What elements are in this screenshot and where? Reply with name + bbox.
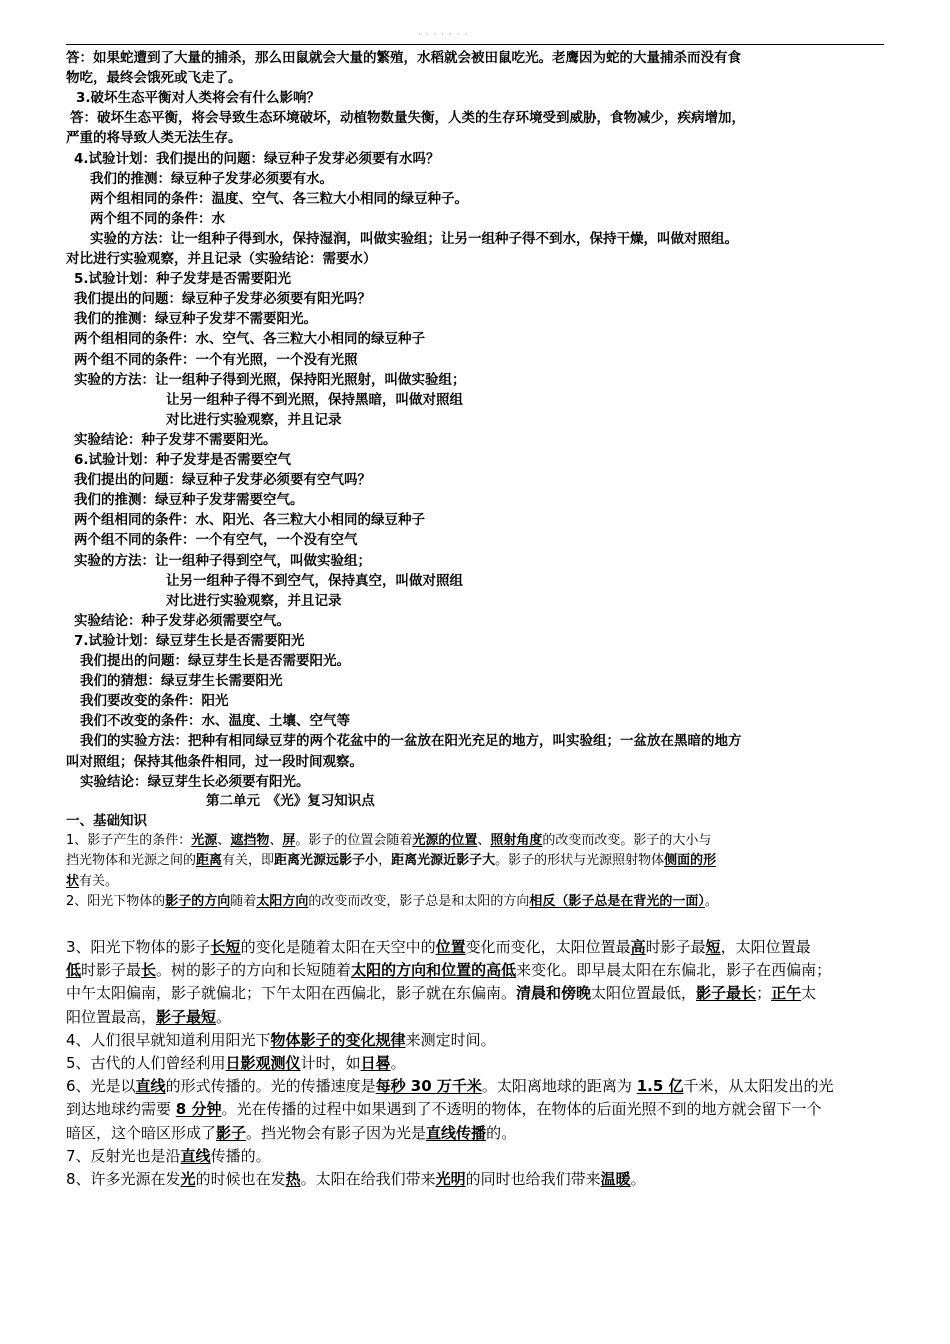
text-line: 实验的方法：让一组种子得到空气，叫做实验组； — [74, 552, 371, 569]
text-segment: 。太阳离地球的距离为 — [481, 1077, 637, 1096]
text-line: 我们提出的问题：绿豆种子发芽必须要有空气吗？ — [74, 472, 371, 489]
text-line: 我们的推测：绿豆种子发芽需要空气。 — [74, 492, 304, 509]
text-segment: 随着 — [230, 893, 257, 909]
text-segment: 的改变而改变，影子总是和太阳的方向 — [308, 893, 530, 909]
text-segment: 距离光源远影子小 — [274, 853, 379, 869]
key-term: 太阳方向 — [256, 893, 309, 909]
key-term: 日晷 — [360, 1054, 391, 1072]
text-segment: 计时，如 — [300, 1054, 361, 1072]
text-segment: 阳位置最高， — [66, 1007, 157, 1026]
text-segment: 。影子的形状与光源照射物体 — [495, 853, 665, 869]
text-segment: 时影子最 — [81, 961, 142, 980]
key-term: 距离 — [196, 853, 223, 869]
text-segment: 千米，从太阳发出的光 — [683, 1077, 834, 1096]
text-line: 两个组相同的条件：温度、空气、各三粒大小相同的绿豆种子。 — [90, 190, 468, 207]
text-segment: 。 — [216, 1007, 232, 1026]
text-segment: 8、许多光源在发 — [66, 1170, 181, 1188]
text-segment: 、 — [269, 833, 283, 848]
key-term: 光明 — [435, 1170, 466, 1188]
key-term: 长短 — [210, 938, 241, 956]
text-line: 实验结论：种子发芽必须需要空气。 — [74, 612, 290, 629]
key-term: 照射角度 — [490, 833, 543, 848]
text-line: 对比进行实验观察，并且记录（实验结论：需要水） — [66, 251, 377, 267]
text-segment: 4、人们很早就知道利用阳光下 — [66, 1030, 271, 1049]
knowledge-line — [66, 851, 716, 871]
text-line: 两个组相同的条件：水、空气、各三粒大小相同的绿豆种子 — [74, 331, 425, 348]
text-segment: 距离光源近影子大 — [391, 853, 496, 869]
key-term: 1.5 亿 — [636, 1077, 684, 1096]
knowledge-line — [66, 1145, 271, 1167]
text-line: 4.试验计划：我们提出的问题：绿豆种子发芽必须要有水吗？ — [74, 150, 440, 167]
text-segment: 中午太阳偏南，影子就偏北；下午太阳在西偏北，影子就在东偏南。 — [66, 984, 517, 1003]
key-term: 状 — [66, 873, 80, 889]
key-term: 影子 — [216, 1123, 247, 1142]
text-segment: 传播的。 — [210, 1146, 271, 1165]
text-line: 让另一组种子得不到光照，保持黑暗，叫做对照组 — [166, 391, 463, 408]
text-segment: ，太阳位置最 — [720, 938, 811, 956]
key-term: 影子的方向 — [165, 893, 231, 909]
key-term: 热 — [285, 1170, 301, 1188]
key-term: 高 — [630, 938, 646, 956]
text-segment: 有关，即 — [222, 853, 275, 869]
text-line: 实验结论：种子发芽不需要阳光。 — [74, 431, 277, 448]
text-segment: 。 — [630, 1170, 646, 1188]
page-header-mark: · · · · · · · — [418, 30, 469, 40]
key-term: 影子最短 — [156, 1007, 217, 1026]
key-term: 侧面的形 — [664, 853, 717, 869]
text-segment: 挡光物体和光源之间的 — [66, 853, 197, 869]
key-term: 8 分钟 — [175, 1100, 222, 1119]
text-line: 答：如果蛇遭到了大量的捕杀，那么田鼠就会大量的繁殖，水稻就会被田鼠吃光。老鹰因为蛇的大量捕杀而没有食 — [66, 50, 741, 66]
text-segment: 来测定时间。 — [405, 1030, 496, 1049]
text-line: 物吃，最终会饿死或飞走了。 — [66, 70, 242, 87]
text-segment: 的改变而改变。影子的大小与 — [542, 833, 712, 848]
text-line: 我们提出的问题：绿豆种子发芽必须要有阳光吗？ — [74, 291, 371, 308]
knowledge-line — [66, 982, 816, 1004]
text-line: 我们要改变的条件：阳光 — [80, 693, 229, 710]
text-line: 我们的推测：绿豆种子发芽不需要阳光。 — [74, 311, 317, 328]
text-segment: 到达地球约需要 — [66, 1100, 176, 1119]
key-term: 长 — [141, 961, 157, 980]
text-segment: 、 — [217, 833, 231, 848]
key-term: 正午 — [771, 984, 802, 1003]
knowledge-line — [66, 936, 811, 958]
text-segment: 2、阳光下物体的 — [66, 893, 166, 909]
knowledge-line — [66, 1168, 646, 1190]
text-line: 实验的方法：让一组种子得到光照，保持阳光照射，叫做实验组； — [74, 371, 466, 388]
text-line: 6.试验计划：种子发芽是否需要空气 — [74, 452, 292, 468]
text-segment: 。光在传播的过程中如果遇到了不透明的物体，在物体的后面光照不到的地方就会留下一个 — [221, 1100, 822, 1119]
knowledge-line — [66, 959, 831, 981]
text-segment: 1、影子产生的条件： — [66, 833, 192, 848]
text-segment: 来变化。即早晨太阳在东偏北，影子在西偏南； — [516, 961, 832, 980]
text-segment: 6、光是以 — [66, 1077, 136, 1096]
text-line: 我们的推测：绿豆种子发芽必须要有水。 — [90, 170, 333, 187]
text-line: 对比进行实验观察，并且记录 — [166, 411, 342, 428]
text-segment: 太阳位置最低， — [591, 984, 697, 1003]
text-segment: 太 — [801, 984, 817, 1003]
key-term: 相反（影子总是在背光的一面） — [529, 893, 705, 909]
text-line: 实验的方法：让一组种子得到水，保持湿润，叫做实验组；让另一组种子得不到水，保持干燥，叫做对照组。 — [90, 230, 738, 247]
text-line: 答：破坏生态平衡，将会导致生态环境破坏，动植物数量失衡，人类的生存环境受到威胁，食物减少，疾病增加， — [70, 110, 745, 127]
header-rule — [66, 44, 884, 45]
key-term: 光源 — [191, 833, 218, 848]
knowledge-line — [66, 1029, 496, 1051]
text-line: 7.试验计划：绿豆芽生长是否需要阳光 — [74, 632, 305, 649]
text-segment: 的同时也给我们带来 — [465, 1170, 601, 1188]
text-line: 实验结论：绿豆芽生长必须要有阳光。 — [80, 773, 310, 790]
knowledge-line — [66, 1006, 231, 1028]
knowledge-line — [66, 1052, 406, 1074]
key-term: 日影观测仪 — [225, 1054, 301, 1072]
knowledge-line — [66, 1075, 834, 1097]
text-segment: 的。 — [486, 1123, 517, 1142]
key-term: 温暖 — [600, 1170, 631, 1188]
text-segment: ， — [378, 853, 392, 869]
key-term: 影子最长 — [696, 984, 757, 1003]
text-line: 严重的将导致人类无法生存。 — [66, 130, 242, 147]
text-line: 我们提出的问题：绿豆芽生长是否需要阳光。 — [80, 653, 350, 669]
unit-title: 第二单元 《光》复习知识点 — [206, 793, 375, 809]
text-segment: 、 — [477, 833, 491, 848]
knowledge-line — [66, 892, 718, 912]
text-line: 我们的实验方法：把种有相同绿豆芽的两个花盆中的一盆放在阳光充足的地方，叫实验组；一盆放在黑暗的地方 — [80, 733, 742, 750]
key-term: 光源的位置 — [412, 833, 478, 848]
key-term: 屏 — [282, 833, 296, 848]
knowledge-line — [66, 831, 711, 851]
key-term: 每秒 30 万千米 — [375, 1077, 482, 1096]
text-segment: 。 — [704, 893, 718, 909]
text-line: 3.破坏生态平衡对人类将会有什么影响？ — [76, 90, 321, 107]
text-line: 两个组不同的条件：一个有空气，一个没有空气 — [74, 532, 358, 549]
text-segment: 的形式传播的。光的传播速度是 — [165, 1077, 376, 1096]
text-segment: 。树的影子的方向和长短随着 — [156, 961, 352, 980]
text-segment: 5、古代的人们曾经利用 — [66, 1054, 226, 1072]
text-line: 对比进行实验观察，并且记录 — [166, 592, 342, 609]
text-segment: 时影子最 — [645, 938, 706, 956]
knowledge-line — [66, 872, 118, 892]
text-line: 我们的猜想：绿豆芽生长需要阳光 — [80, 673, 283, 690]
text-line: 5.试验计划：种子发芽是否需要阳光 — [74, 271, 292, 288]
text-segment: ； — [756, 984, 772, 1003]
key-term: 太阳的方向和位置的高低 — [351, 961, 517, 980]
text-segment: 。挡光物会有影子因为光是 — [246, 1123, 427, 1142]
text-segment: 的时候也在发 — [195, 1170, 286, 1188]
text-segment: 。影子的位置会随着 — [295, 833, 413, 848]
key-term: 位置 — [435, 938, 466, 956]
text-segment: 7、反射光也是沿 — [66, 1146, 181, 1165]
section-heading: 一、基础知识 — [66, 813, 147, 829]
text-segment: 。太阳在给我们带来 — [300, 1170, 436, 1188]
text-segment: 清晨和傍晚 — [516, 984, 592, 1003]
key-term: 遮挡物 — [230, 833, 270, 848]
knowledge-line — [66, 1122, 516, 1144]
key-term: 低 — [66, 961, 82, 980]
text-segment: 有关。 — [79, 873, 119, 889]
text-segment: 。 — [390, 1054, 406, 1072]
text-line: 叫对照组；保持其他条件相同，过一段时间观察。 — [66, 753, 363, 770]
text-line: 两个组不同的条件：一个有光照，一个没有光照 — [74, 351, 358, 368]
knowledge-line — [66, 1098, 821, 1120]
text-segment: 变化而变化，太阳位置最 — [465, 938, 631, 956]
text-line: 两个组相同的条件：水、阳光、各三粒大小相同的绿豆种子 — [74, 512, 425, 529]
key-term: 直线 — [180, 1146, 211, 1165]
key-term: 物体影子的变化规律 — [270, 1030, 406, 1049]
text-segment: 暗区，这个暗区形成了 — [66, 1123, 217, 1142]
key-term: 直线 — [135, 1077, 166, 1096]
text-segment: 3、阳光下物体的影子 — [66, 938, 211, 956]
key-term: 短 — [705, 938, 721, 956]
text-line: 两个组不同的条件：水 — [90, 210, 225, 227]
key-term: 光 — [180, 1170, 196, 1188]
text-line: 让另一组种子得不到空气，保持真空，叫做对照组 — [166, 572, 463, 589]
text-line: 我们不改变的条件：水、温度、土壤、空气等 — [80, 713, 350, 730]
key-term: 直线传播 — [426, 1123, 487, 1142]
text-segment: 的变化是随着太阳在天空中的 — [240, 938, 436, 956]
